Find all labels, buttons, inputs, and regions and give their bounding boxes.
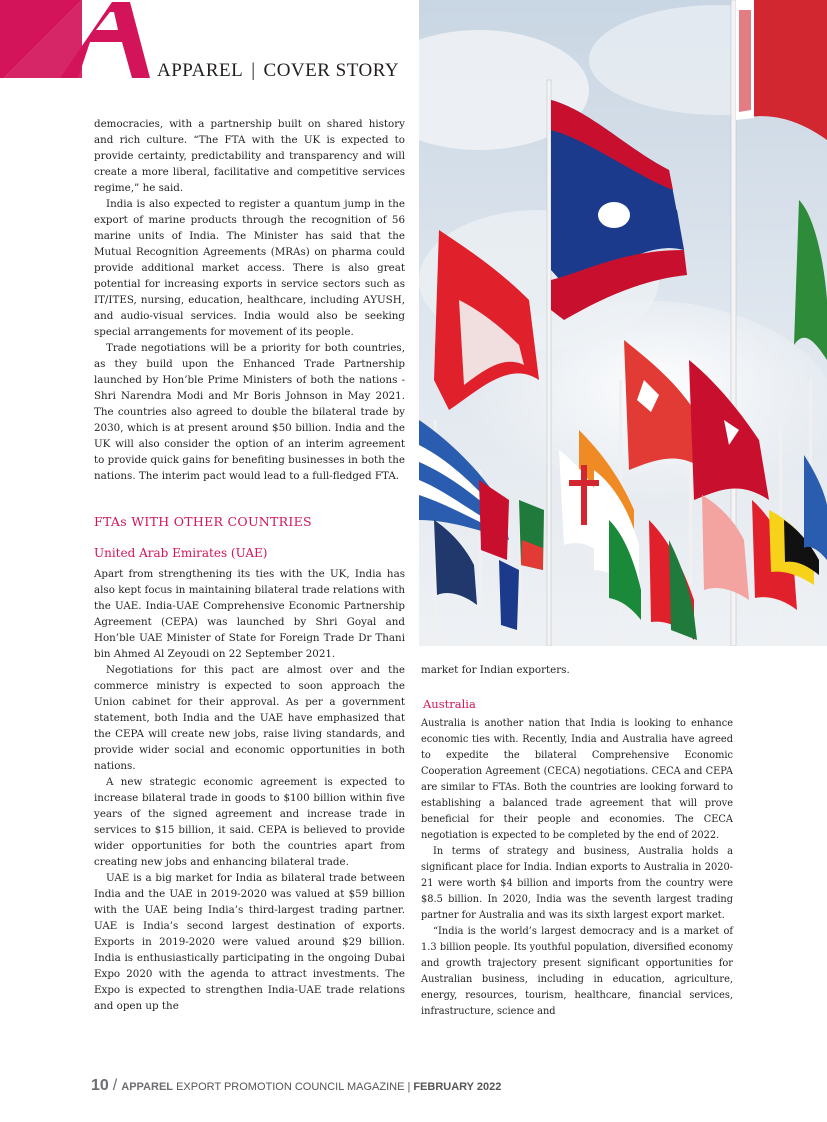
section-heading: FTAs WITH OTHER COUNTRIES [94,514,312,529]
article-paragraph: UAE is a big market for India as bilateral trade between India and the UAE in 2019-2020 was valued at $59 billion with the UAE being India’s third-largest trading partner. UAE is India’s second largest destination of exports. Exports in 2019-2020 were valued around $29 billion. India is enthusiastically participating in the ongoing Dubai Expo 2020 with the agenda to attract investments. The Expo is expected to strengthen India-UAE trade relations and open up the [94,872,405,1012]
article-paragraph: Negotiations for this pact are almost over and the commerce ministry is expected to soon approach the Union cabinet for their approval. As per a government statement, both India and the UAE have emphasized that the CEPA will create new jobs, raise living standards, and provide wider social and economic opportunities in both nations. [94,664,405,772]
footer-issue: FEBRUARY 2022 [413,1081,502,1093]
article-column-australia [421,716,733,1020]
article-continuation: market for Indian exporters. [421,664,570,676]
article-paragraph: “India is the world’s largest democracy and is a market of 1.3 billion people. Its youthful population, diversified economy and growth trajectory present significant opportunities for Australian business, including in education, agriculture, energy, resources, tourism, healthcare, financial services, infrastructure, science and [421,926,733,1017]
article-paragraph: India is also expected to register a quantum jump in the export of marine products through the recognition of 56 marine units of India. The Minister has said that the Mutual Recognition Agreements (MRAs) on pharma could provide additional market access. There is also great potential for increasing exports in service sectors such as IT/ITES, nursing, education, healthcare, including AYUSH, and audio-visual services. India would also be seeking special arrangements for movement of its people. [94,198,405,338]
article-paragraph: Apart from strengthening its ties with the UK, India has also kept focus in maintaining bilateral trade relations with the UAE. India-UAE Comprehensive Economic Partnership Agreement (CEPA) was launched by Shri Goyal and Hon’ble UAE Minister of State for Foreign Trade Dr Thani bin Ahmed Al Zeyoudi on 22 September 2021. [94,568,405,660]
article-paragraph: Australia is another nation that India is looking to enhance economic ties with. Recently, India and Australia have agreed to expedite the bilateral Comprehensive Economic Cooperation Agreement (CECA) negotiations. CECA and CEPA are similar to FTAs. Both the countries are looking forward to establishing a balanced trade agreement that will prove beneficial for their people and economies. The CECA negotiation is expected to be completed by the end of 2022. [421,718,733,841]
flags-photo [419,0,827,646]
page-footer [91,1077,501,1095]
footer-publication: EXPORT PROMOTION COUNCIL MAGAZINE [176,1081,405,1093]
page-number: 10 [91,1077,109,1094]
article-paragraph: democracies, with a partnership built on shared history and rich culture. “The FTA with the UK is expected to provide certainty, predictability and transparency and will create a more liberal, facilitative and competitive services regime,” he said. [94,118,405,194]
category-label: COVER STORY [263,60,400,81]
article-column-left-top [94,116,405,484]
header-divider: | [251,60,256,81]
subheading-uae: United Arab Emirates (UAE) [94,546,268,560]
article-column-uae [94,566,405,1014]
footer-divider: | [407,1081,411,1093]
footer-brand: APPAREL [121,1081,173,1093]
article-paragraph: Trade negotiations will be a priority for both countries, as they build upon the Enhanced Trade Partnership launched by Hon’ble Prime Ministers of both the nations - Shri Narendra Modi and Mr Boris Johnson in May 2021. The countries also agreed to double the bilateral trade by 2030, which is at present around $50 billion. India and the UK will also consider the option of an interim agreement to provide quick gains for benefiting businesses in both the nations. The interim pact would lead to a full-fledged FTA. [94,342,405,482]
footer-slash: / [112,1077,118,1094]
section-header [157,60,399,82]
article-paragraph: In terms of strategy and business, Australia holds a significant place for India. Indian exports to Australia in 2020-21 were worth $4 billion and imports from the country were $8.5 billion. In 2020, India was the seventh largest trading partner for Australia and was its sixth largest export market. [421,846,733,921]
section-label: APPAREL [157,60,244,81]
article-paragraph: A new strategic economic agreement is expected to increase bilateral trade in goods to $100 billion within five years of the signed agreement and increase trade in services to $15 billion, it said. CEPA is believed to provide wider opportunities for both the countries apart from creating new jobs and enhancing bilateral trade. [94,776,405,868]
magazine-logo [0,0,160,82]
subheading-australia: Australia [423,697,476,711]
